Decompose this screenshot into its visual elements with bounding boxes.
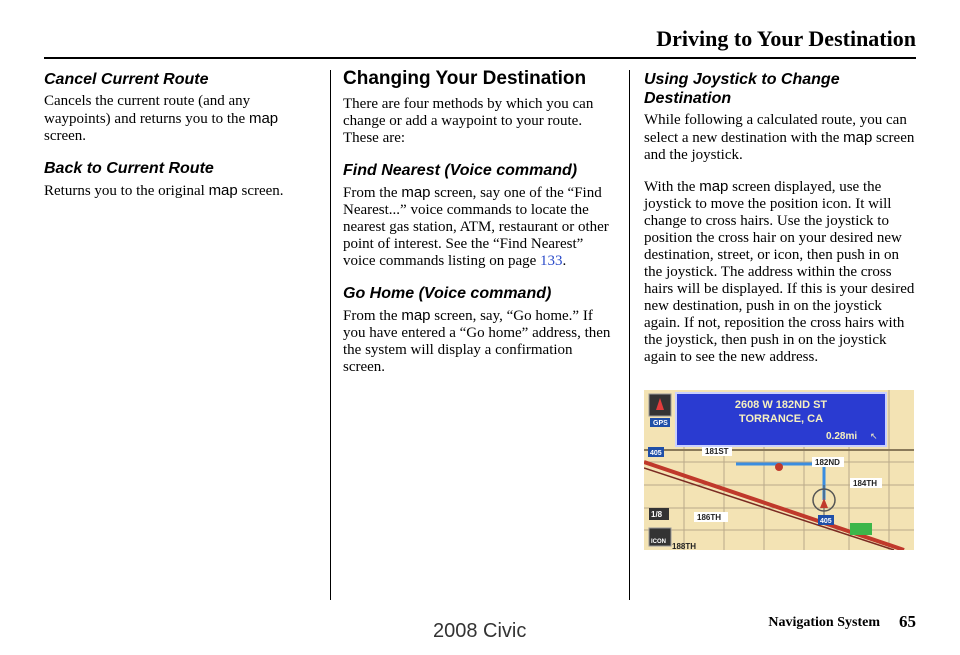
- joystick-text-1: While following a calculated route, you can select a new destination with the map screen and the joystick.: [644, 112, 915, 163]
- navigation-map-screenshot: [644, 390, 914, 550]
- map-graphic: [644, 390, 914, 550]
- destination-marker-icon: [775, 463, 783, 471]
- header-divider: [44, 57, 916, 59]
- map-scale: 1/8: [651, 510, 663, 519]
- gps-indicator: GPS: [653, 420, 668, 427]
- footer-section-label: Navigation System: [768, 615, 880, 630]
- address-line-1: 2608 W 182ND ST: [734, 399, 828, 411]
- street-182-label: 182ND: [815, 458, 840, 467]
- distance-readout: 0.28mi: [826, 431, 858, 442]
- go-home-text: From the map screen, say, “Go home.” If you have entered a “Go home” address, then the system will display a confirmation screen.: [343, 307, 611, 375]
- street-188-label: 188TH: [672, 542, 697, 550]
- page-link[interactable]: 133: [540, 253, 563, 269]
- column-3: [644, 66, 919, 380]
- street-186-label: 186TH: [697, 513, 722, 522]
- watermark-text: 2008 Civic: [433, 620, 527, 642]
- street-184-label: 184TH: [853, 479, 878, 488]
- highway-shield-405-top: 405: [650, 450, 662, 457]
- column-2: [343, 66, 618, 390]
- column-1: [44, 66, 319, 214]
- joystick-heading: Using Joystick to Change Destination: [644, 71, 840, 107]
- svg-text:ICON: ICON: [651, 539, 666, 545]
- park-area: [850, 523, 872, 535]
- find-nearest-text: From the map screen, say one of the “Find Nearest...” voice commands to locate the nearest gas station, ATM, restaurant or other point of interest. See the “Find Nearest” voice commands listing on page 133.: [343, 184, 609, 269]
- page-title: Driving to Your Destination: [656, 26, 916, 51]
- changing-destination-heading: Changing Your Destination: [343, 68, 587, 89]
- highway-shield-405-bottom: 405: [820, 518, 832, 525]
- go-home-heading: Go Home (Voice command): [343, 285, 552, 302]
- back-route-text: Returns you to the original map screen.: [44, 182, 284, 199]
- page-number: 65: [899, 612, 916, 631]
- street-181-label: 181ST: [705, 447, 729, 456]
- changing-destination-intro: There are four methods by which you can change or add a waypoint to your route. These are:: [343, 96, 594, 146]
- find-nearest-heading: Find Nearest (Voice command): [343, 162, 578, 179]
- cancel-route-heading: Cancel Current Route: [44, 71, 209, 88]
- cancel-route-text: Cancels the current route (and any waypoints) and returns you to the map screen.: [44, 93, 279, 144]
- back-route-heading: Back to Current Route: [44, 160, 214, 177]
- address-line-2: TORRANCE, CA: [738, 413, 824, 425]
- joystick-text-2: With the map screen displayed, use the joystick to move the position icon. It will change to cross hairs. Use the joystick to position the cross hair on your desired new destination, street, or icon, then push in on the joystick. The address within the cross hairs will be displayed. If this is your desired new destination, push in on the joystick again. If not, reposition the cross hairs with the joystick, then push in on the joystick again to see the new address.: [644, 178, 915, 365]
- column-divider-2: [629, 70, 630, 600]
- column-divider-1: [330, 70, 331, 600]
- direction-arrow-icon: ↖: [870, 432, 878, 442]
